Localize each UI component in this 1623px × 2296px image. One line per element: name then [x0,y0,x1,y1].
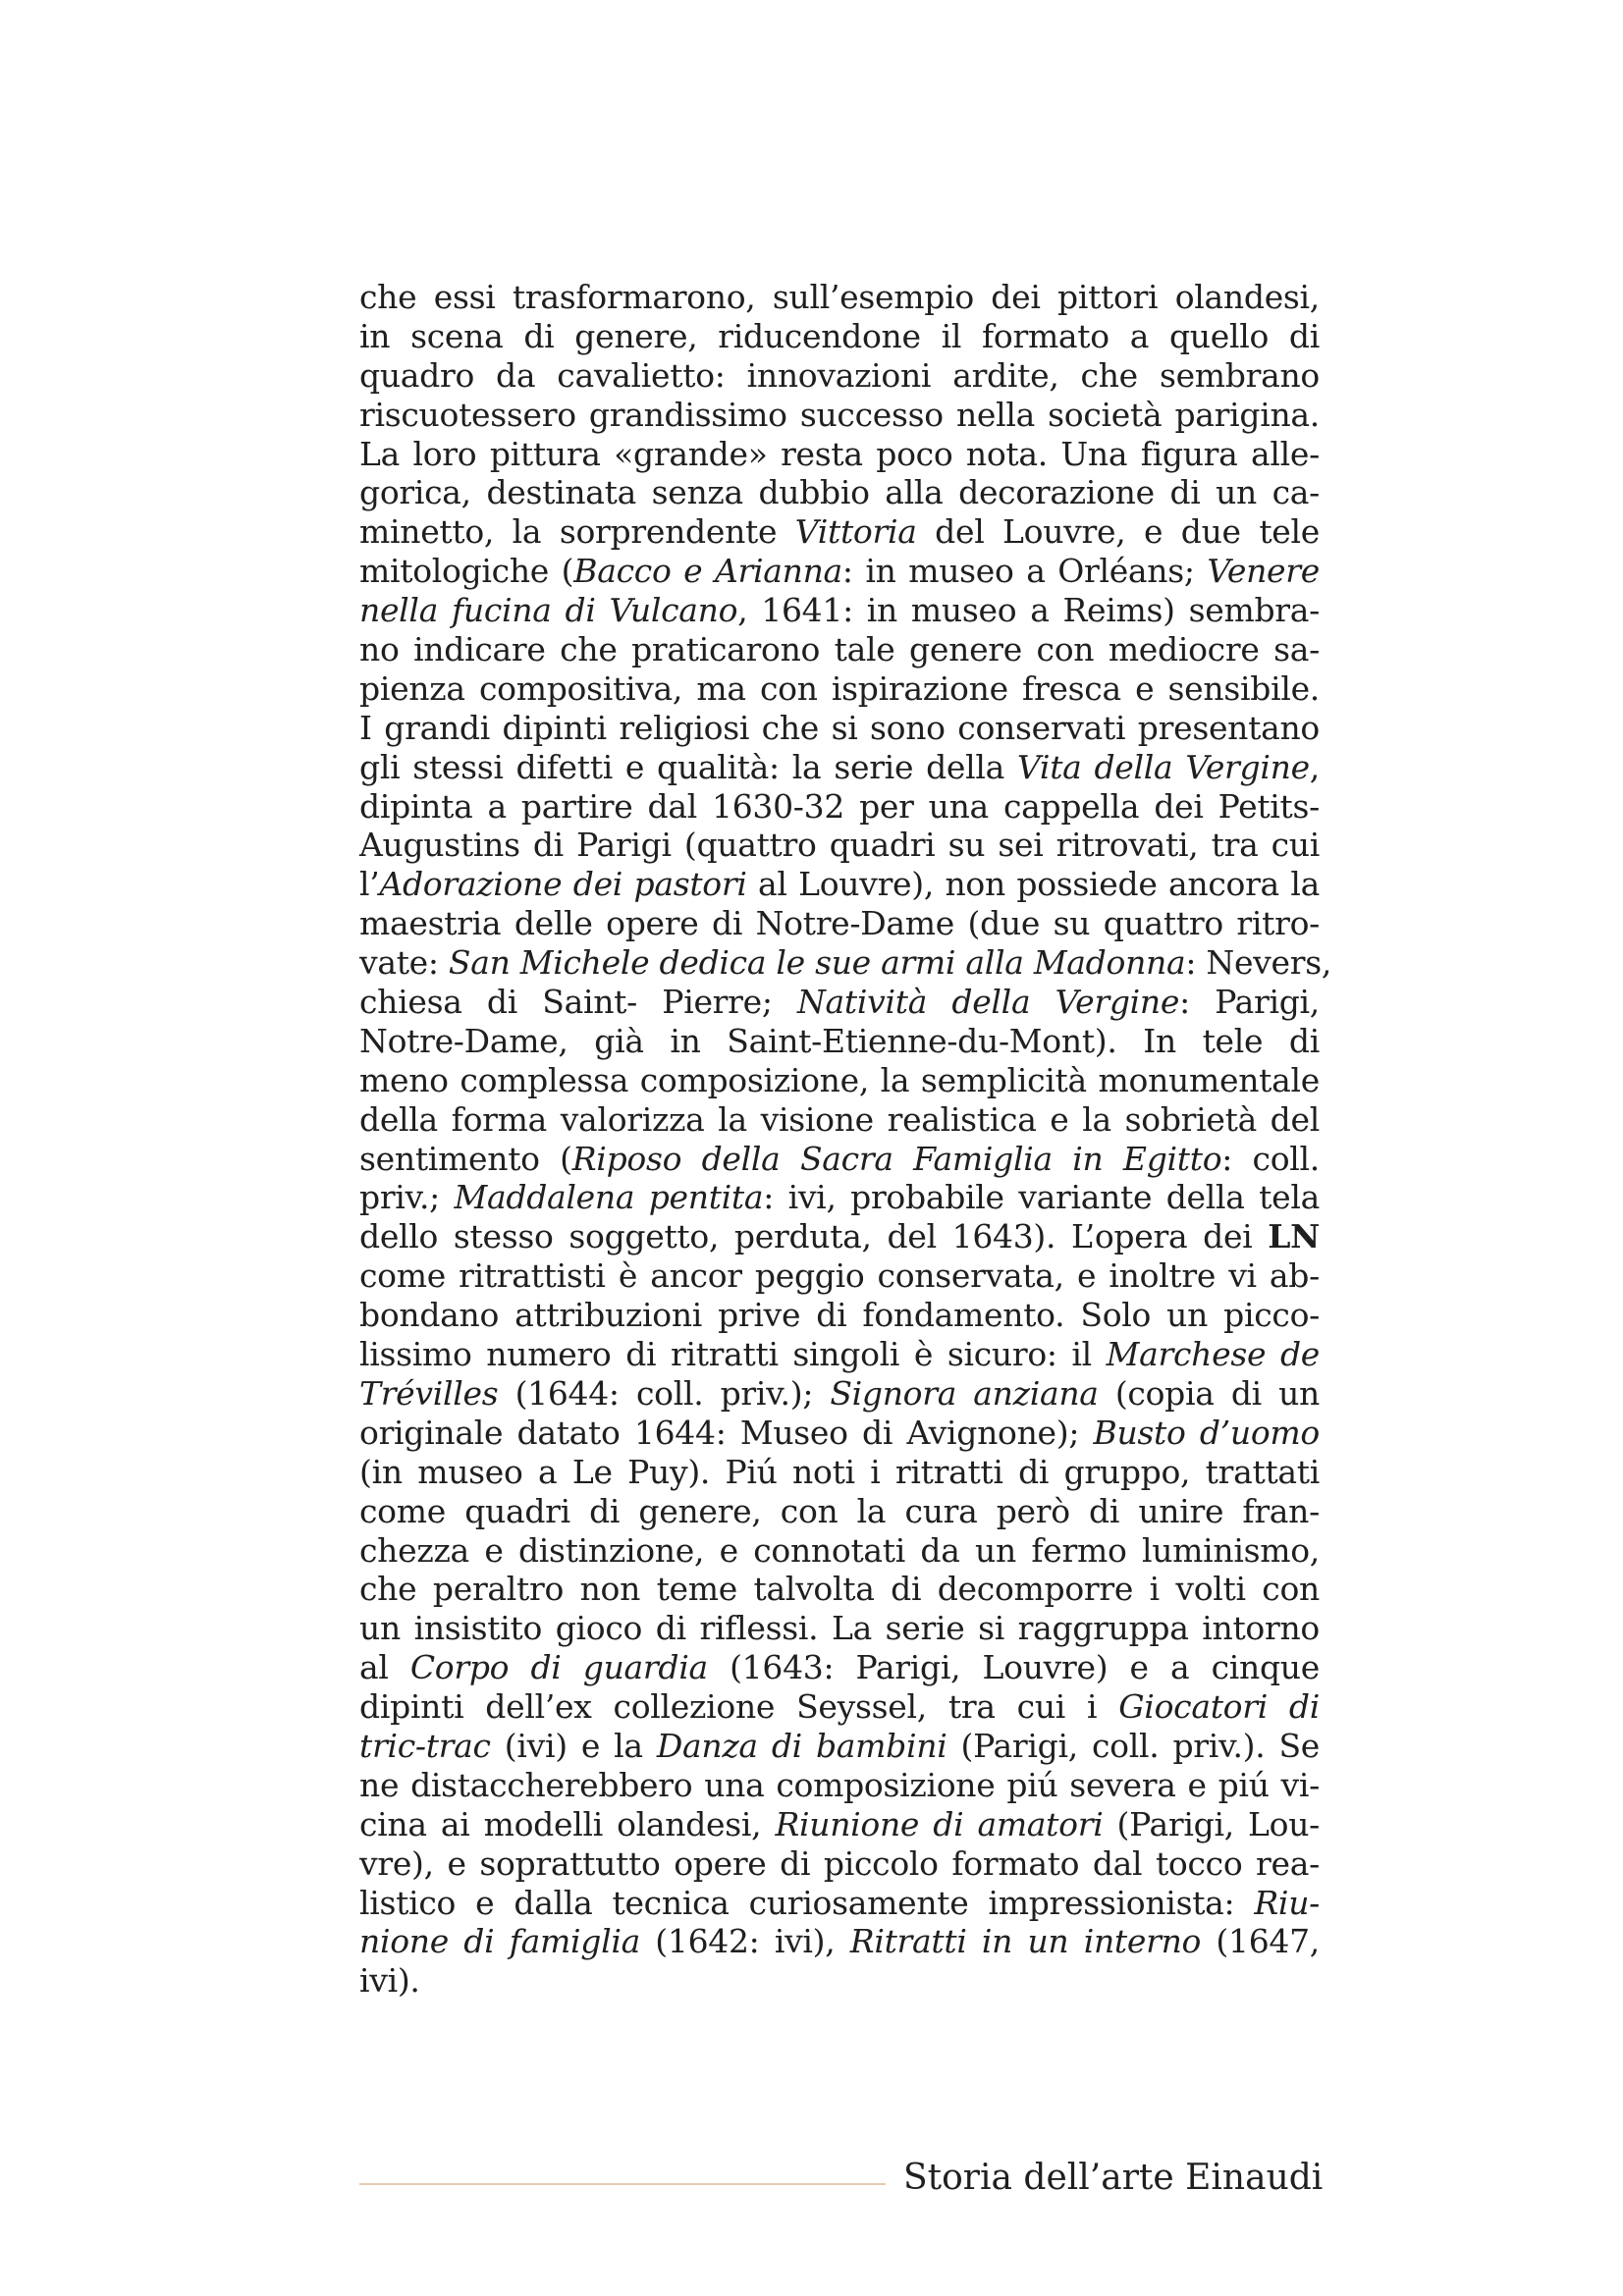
text-run: dipinta a partire dal 1630-32 per una cappella dei Petits- [359,786,1320,826]
italic-title: Corpo di guardia [409,1648,708,1687]
text-line [359,1687,1320,1727]
italic-title: nella fucina di Vulcano [359,591,738,630]
text-line [359,278,1320,317]
text-run: bondano attribuzioni prive di fondamento. Solo un picco- [359,1296,1320,1335]
text-line [359,669,1320,709]
text-line [359,1531,1320,1571]
italic-title: nione di famiglia [359,1922,640,1961]
text-run: sentimento ( [359,1139,572,1178]
italic-title: Venere [1207,552,1320,591]
text-run: cina ai modelli olandesi, [359,1804,776,1843]
text-run: che peraltro non teme talvolta di decomporre i volti con [359,1570,1320,1609]
italic-title: Adorazione dei pastori [379,865,747,904]
text-line [359,1217,1320,1256]
text-line [359,1805,1320,1844]
text-line [359,1648,1320,1687]
text-line [359,1022,1320,1061]
text-run: : Nevers, [1185,943,1332,983]
text-run: (1647, [1201,1922,1320,1961]
text-line [359,1100,1320,1140]
text-line [359,748,1320,787]
text-line [359,1256,1320,1296]
italic-title: Marchese de [1106,1335,1320,1374]
bold-abbrev: LN [1268,1217,1320,1256]
italic-title: Riu- [1254,1883,1320,1922]
text-line [359,983,1320,1022]
italic-title: Trévilles [359,1373,499,1413]
italic-title: Ritratti in un interno [849,1922,1202,1961]
text-line [359,826,1320,865]
text-run: (in museo a Le Puy). Piú noti i ritratti di gruppo, trattati [359,1452,1320,1491]
text-run: chezza e distinzione, e connotati da un fermo luminismo, [359,1530,1320,1570]
text-run: che essi trasformarono, sull’esempio dei pittori olandesi, [359,278,1320,316]
text-run: gli stessi difetti e qualità: la serie della [359,747,1017,786]
text-line [359,435,1320,474]
text-run: (1644: coll. priv.); [498,1373,831,1413]
italic-title: Signora anziana [830,1373,1099,1413]
text-run: , [1309,747,1320,786]
text-line [359,1335,1320,1374]
italic-title: Busto d’uomo [1093,1413,1320,1452]
text-run: : Parigi, [1179,983,1320,1022]
text-run: (copia di un [1098,1373,1320,1413]
body-text [359,278,1332,2001]
footer-rule [359,2183,886,2185]
text-line [359,1492,1320,1531]
text-line [359,904,1320,943]
italic-title: Danza di bambini [656,1726,947,1765]
text-run: : in museo a Orléans; [841,552,1208,591]
text-run: della forma valorizza la visione realistica e la sobrietà del [359,1099,1320,1139]
text-run: listico e dalla tecnica curiosamente impressionista: [359,1883,1255,1922]
text-run: mitologiche ( [359,552,574,591]
text-line [359,1766,1320,1805]
text-run: I grandi dipinti religiosi che si sono conservati presentano [359,708,1320,747]
text-line [359,1061,1320,1100]
italic-title: Vittoria [794,512,917,552]
text-run: come ritrattisti è ancor peggio conservata, e inoltre vi ab- [359,1256,1320,1296]
text-run: ne distaccherebbero una composizione piú severa e piú vi- [359,1765,1320,1804]
text-run: vate: [359,943,449,983]
text-run: quadro da cavalietto: innovazioni ardite, che sembrano [359,355,1320,395]
text-line [359,1140,1320,1179]
text-run: meno complessa composizione, la semplicità monumentale [359,1060,1320,1099]
text-line [359,552,1320,591]
text-line [359,512,1320,552]
text-run: lissimo numero di ritratti singoli è sicuro: il [359,1335,1107,1374]
italic-title: Natività della Vergine [796,983,1180,1022]
text-line [359,1374,1320,1414]
text-line [359,1296,1320,1335]
text-run: pienza compositiva, ma con ispirazione fresca e sensibile. [359,668,1320,708]
text-line [359,356,1320,396]
text-run: dello stesso soggetto, perduta, del 1643). L’opera dei [359,1217,1269,1256]
text-run: Notre-Dame, già in Saint-Etienne-du-Mont). In tele di [359,1021,1320,1060]
text-run: (1643: Parigi, Louvre) e a cinque [707,1648,1320,1687]
text-run: in scena di genere, riducendone il formato a quello di [359,316,1320,355]
text-line [359,1570,1320,1609]
text-run: l’ [359,865,380,904]
text-run: come quadri di genere, con la cura però di unire fran- [359,1491,1320,1530]
italic-title: Riposo della Sacra Famiglia in Egitto [571,1139,1222,1178]
text-line [359,1609,1320,1648]
text-line [359,1414,1320,1453]
text-run: maestria delle opere di Notre-Dame (due su quattro ritro- [359,904,1320,943]
text-line [359,1178,1320,1217]
text-run: (ivi) e la [490,1726,657,1765]
italic-title: tric-trac [359,1726,491,1765]
text-run: originale datato 1644: Museo di Avignone); [359,1413,1094,1452]
text-run: Augustins di Parigi (quattro quadri su sei ritrovati, tra cui [359,826,1320,865]
text-run: no indicare che praticarono tale genere con mediocre sa- [359,630,1320,669]
text-run: riscuotessero grandissimo successo nella società parigina. [359,395,1320,434]
text-run: gorica, destinata senza dubbio alla decorazione di un ca- [359,473,1320,512]
text-line [359,1844,1320,1884]
text-line [359,709,1320,748]
italic-title: Vita della Vergine [1016,747,1310,786]
text-line [359,396,1320,435]
text-line [359,943,1332,983]
text-run: ivi). [359,1961,420,2001]
text-line [359,317,1320,356]
text-line [359,865,1320,904]
italic-title: Maddalena pentita [454,1178,764,1217]
italic-title: Giocatori di [1118,1687,1320,1727]
text-line [359,1453,1320,1492]
footer-publisher: Storia dell’arte Einaudi [903,2158,1324,2198]
italic-title: Riunione di amatori [775,1804,1104,1843]
italic-title: Bacco e Arianna [573,552,842,591]
text-run: La loro pittura «grande» resta poco nota. Una figura alle- [359,434,1320,473]
text-run: al [359,1648,410,1687]
text-run: (Parigi, coll. priv.). Se [947,1726,1321,1765]
text-line [359,591,1320,630]
italic-title: San Michele dedica le sue armi alla Madonna [448,943,1186,983]
text-run: : ivi, probabile variante della tela [763,1178,1320,1217]
text-run: (1642: ivi), [639,1922,850,1961]
text-line [359,1922,1320,1961]
text-run: del Louvre, e due tele [916,512,1320,552]
text-run: dipinti dell’ex collezione Seyssel, tra cui i [359,1687,1119,1727]
text-run: chiesa di Saint- Pierre; [359,983,797,1022]
text-run: : coll. [1221,1139,1320,1178]
text-line [359,1884,1320,1923]
text-run: , 1641: in museo a Reims) sembra- [737,591,1320,630]
text-line [359,630,1320,669]
text-run: al Louvre), non possiede ancora la [746,865,1320,904]
text-line [359,1727,1320,1766]
text-run: vre), e soprattutto opere di piccolo formato dal tocco rea- [359,1843,1320,1883]
text-run: minetto, la sorprendente [359,512,795,552]
text-line [359,1961,1320,2001]
text-line [359,473,1320,512]
text-run: priv.; [359,1178,455,1217]
text-line [359,787,1320,827]
text-run: (Parigi, Lou- [1103,1804,1321,1843]
text-run: un insistito gioco di riflessi. La serie si raggruppa intorno [359,1609,1320,1648]
